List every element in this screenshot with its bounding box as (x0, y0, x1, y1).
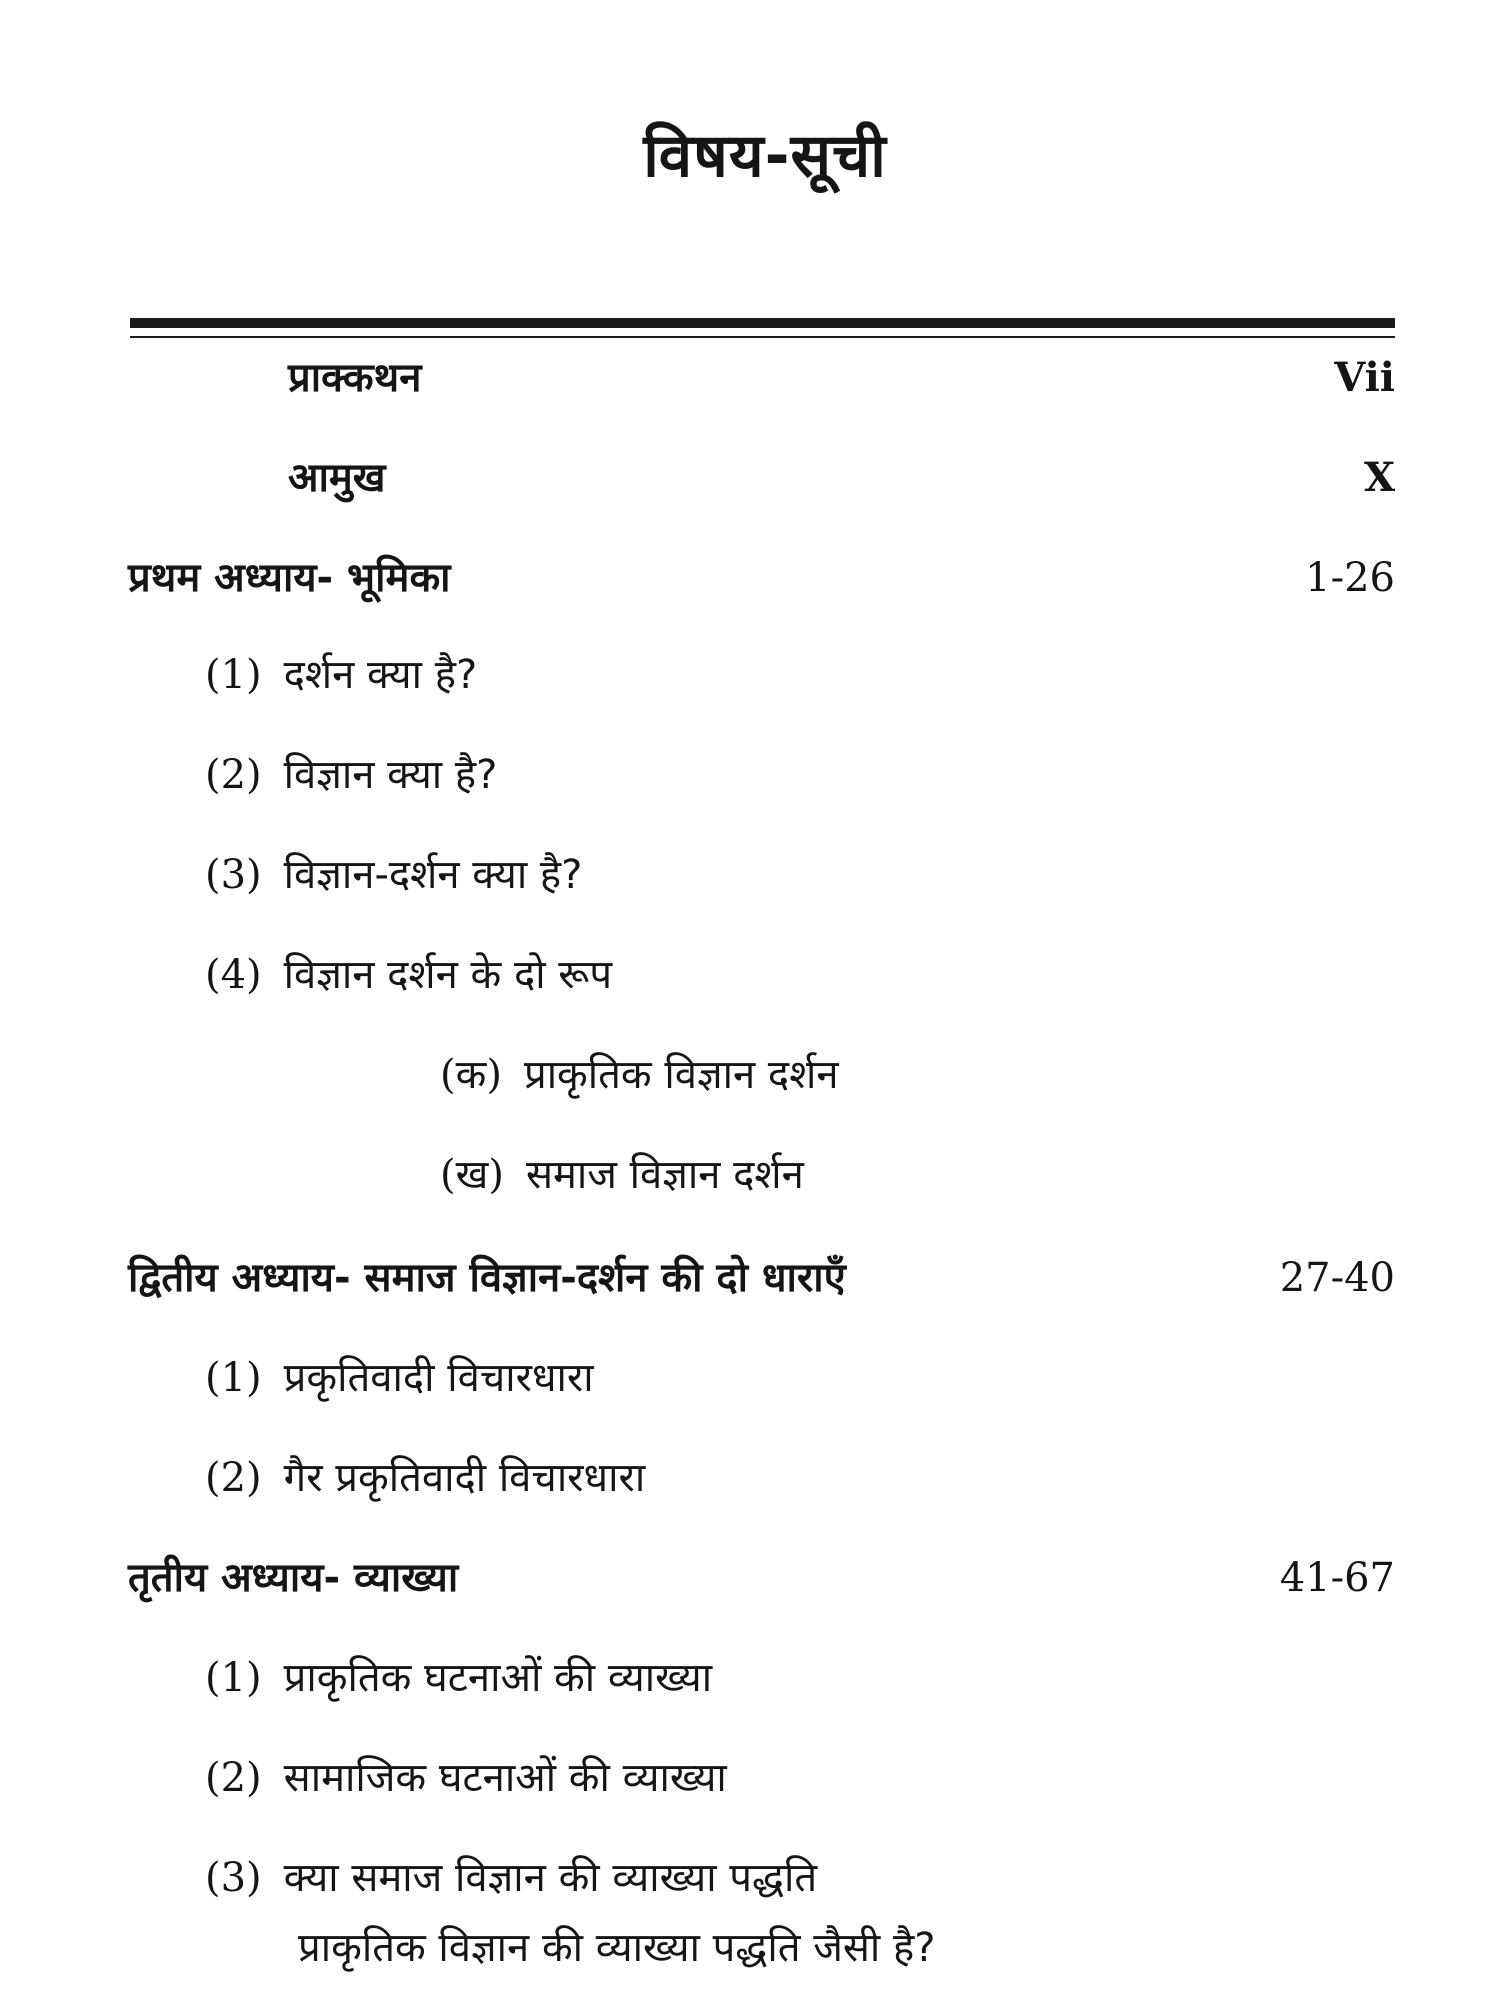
item-number: (3) (205, 852, 262, 898)
toc-item[interactable] (0, 945, 1500, 1005)
toc-chapter-1[interactable] (0, 548, 1500, 608)
subitem-letter: (क) (440, 1052, 502, 1098)
toc-item[interactable] (0, 1848, 1500, 1908)
item-number: (4) (205, 952, 262, 998)
item-number: (2) (205, 752, 262, 798)
item-number: (1) (205, 1655, 262, 1701)
chapter-title: द्वितीय अध्याय- समाज विज्ञान-दर्शन की दो धाराएँ (128, 1255, 846, 1301)
chapter-page-range: 27-40 (1279, 1255, 1395, 1301)
item-title: सामाजिक घटनाओं की व्याख्या (283, 1755, 727, 1801)
toc-item[interactable] (0, 645, 1500, 705)
toc-entry-title: आमुख (288, 455, 386, 501)
toc-chapter-2[interactable] (0, 1248, 1500, 1308)
subitem-title: प्राकृतिक विज्ञान दर्शन (523, 1052, 839, 1098)
item-title: प्रकृतिवादी विचारधारा (283, 1355, 594, 1401)
item-number: (1) (205, 652, 262, 698)
subitem-letter: (ख) (440, 1152, 504, 1198)
toc-item[interactable] (0, 1748, 1500, 1808)
item-title: दर्शन क्या है? (283, 652, 478, 698)
chapter-title: तृतीय अध्याय- व्याख्या (128, 1555, 459, 1601)
toc-item[interactable] (0, 1448, 1500, 1508)
chapter-page-range: 41-67 (1279, 1555, 1395, 1601)
toc-subitem[interactable] (0, 1145, 1500, 1205)
chapter-page-range: 1-26 (1305, 555, 1395, 601)
subitem-title: समाज विज्ञान दर्शन (525, 1152, 804, 1198)
toc-item[interactable] (0, 1648, 1500, 1708)
item-title: गैर प्रकृतिवादी विचारधारा (283, 1455, 646, 1501)
item-title-continuation: प्राकृतिक विज्ञान की व्याख्या पद्धति जैसी है? (298, 1925, 936, 1971)
item-number: (1) (205, 1355, 262, 1401)
page-title: विषय-सूची (643, 121, 887, 191)
toc-item[interactable] (0, 1348, 1500, 1408)
chapter-title: प्रथम अध्याय- भूमिका (128, 555, 451, 601)
item-title: प्राकृतिक घटनाओं की व्याख्या (283, 1655, 713, 1701)
item-title: विज्ञान-दर्शन क्या है? (283, 852, 583, 898)
toc-item[interactable] (0, 845, 1500, 905)
item-number: (2) (205, 1755, 262, 1801)
item-title: विज्ञान क्या है? (283, 752, 498, 798)
item-number: (3) (205, 1855, 262, 1901)
toc-entry-prakkathan[interactable] (0, 348, 1500, 408)
toc-entry-page: X (1363, 454, 1395, 501)
toc-chapter-3[interactable] (0, 1548, 1500, 1608)
toc-subitem[interactable] (0, 1045, 1500, 1105)
toc-entry-title: प्राक्कथन (288, 355, 422, 401)
item-title: क्या समाज विज्ञान की व्याख्या पद्धति (283, 1855, 818, 1901)
item-title: विज्ञान दर्शन के दो रूप (283, 952, 613, 998)
toc-item-continuation (0, 1918, 1500, 1978)
item-number: (2) (205, 1455, 262, 1501)
toc-item[interactable] (0, 745, 1500, 805)
toc-entry-aamukh[interactable] (0, 448, 1500, 508)
toc-entry-page: Vii (1334, 354, 1395, 401)
